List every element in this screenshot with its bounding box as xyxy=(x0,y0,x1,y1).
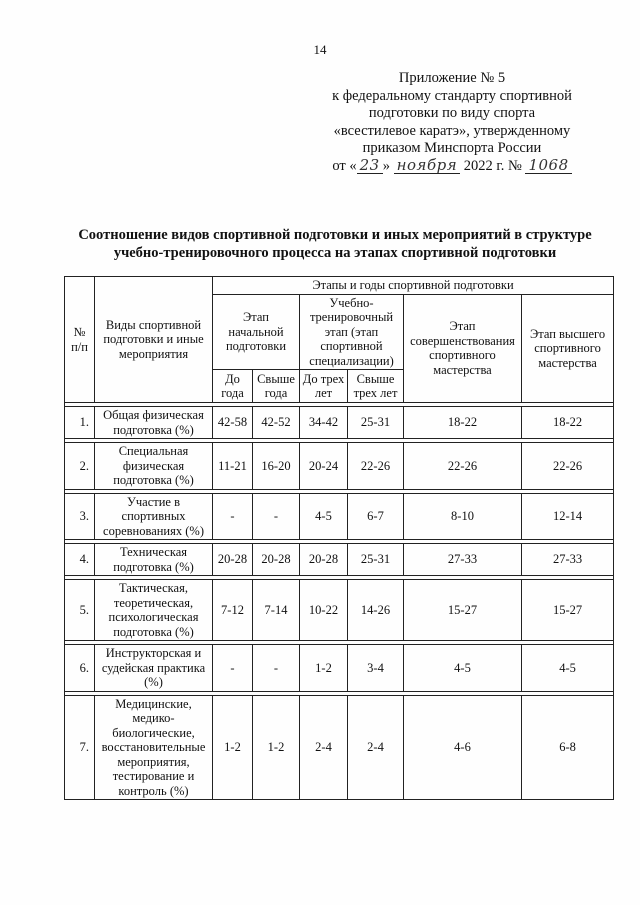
cell: 4-5 xyxy=(404,645,522,692)
table-row xyxy=(65,443,614,490)
cell: 18-22 xyxy=(404,407,522,439)
cell: 42-58 xyxy=(213,407,253,439)
cell: 22-26 xyxy=(348,443,404,490)
cell: 18-22 xyxy=(522,407,614,439)
cell: - xyxy=(253,645,300,692)
row-num: 4. xyxy=(65,544,95,576)
row-name: Инструкторская и судейская практика (%) xyxy=(95,645,213,692)
row-num: 2. xyxy=(65,443,95,490)
appendix-line-2: к федеральному стандарту спортивной xyxy=(332,87,572,104)
cell: 25-31 xyxy=(348,407,404,439)
row-num: 6. xyxy=(65,645,95,692)
date-prefix: от « xyxy=(332,157,357,174)
table-row xyxy=(65,645,614,692)
appendix-date-line xyxy=(302,155,602,176)
cell: 8-10 xyxy=(404,493,522,540)
cell: 14-26 xyxy=(348,580,404,641)
cell: 20-24 xyxy=(300,443,348,490)
cell: 22-26 xyxy=(522,443,614,490)
date-year: 2022 г. № xyxy=(463,157,522,174)
cell: 42-52 xyxy=(253,407,300,439)
cell: 1-2 xyxy=(213,695,253,800)
cell: 25-31 xyxy=(348,544,404,576)
cell: 3-4 xyxy=(348,645,404,692)
appendix-line-4: «всестилевое каратэ», утвержденному xyxy=(333,122,571,139)
row-name: Тактическая, теоретическая, психологическая подготовка (%) xyxy=(95,580,213,641)
table-row xyxy=(65,580,614,641)
appendix-line-1: Приложение № 5 xyxy=(398,70,506,86)
cell: 4-5 xyxy=(522,645,614,692)
header-kinds: Виды спортивной подготовки и иные мероприятия xyxy=(95,277,213,403)
doc-number-handwritten: 1068 xyxy=(525,158,571,174)
cell: 34-42 xyxy=(300,407,348,439)
header-stages: Этапы и годы спортивной подготовки xyxy=(213,277,614,295)
cell: 4-5 xyxy=(300,493,348,540)
header-initial: Этап начальной подготовки xyxy=(213,294,300,370)
row-num: 7. xyxy=(65,695,95,800)
header-training-up-to: До трех лет xyxy=(300,370,348,403)
ratio-table xyxy=(64,276,614,800)
table-row xyxy=(65,407,614,439)
cell: 20-28 xyxy=(300,544,348,576)
header-highest: Этап высшего спортивного мастерства xyxy=(522,294,614,403)
cell: 11-21 xyxy=(213,443,253,490)
cell: 16-20 xyxy=(253,443,300,490)
header-initial-up-to: До года xyxy=(213,370,253,403)
cell: 15-27 xyxy=(522,580,614,641)
cell: 27-33 xyxy=(404,544,522,576)
table-row xyxy=(65,544,614,576)
table-row xyxy=(65,493,614,540)
cell: - xyxy=(213,645,253,692)
cell: 6-7 xyxy=(348,493,404,540)
cell: 4-6 xyxy=(404,695,522,800)
table-row xyxy=(65,695,614,800)
row-name: Специальная физическая подготовка (%) xyxy=(95,443,213,490)
header-improvement: Этап совершенствования спортивного мастерства xyxy=(404,294,522,403)
cell: 22-26 xyxy=(404,443,522,490)
cell: - xyxy=(213,493,253,540)
cell: 2-4 xyxy=(300,695,348,800)
title-line-2: учебно-тренировочного процесса на этапах спортивной подготовки xyxy=(113,245,557,261)
date-day-handwritten: 23 xyxy=(357,158,383,174)
row-num: 5. xyxy=(65,580,95,641)
date-month-handwritten: ноября xyxy=(394,158,461,174)
row-name: Техническая подготовка (%) xyxy=(95,544,213,576)
header-training-over: Свыше трех лет xyxy=(348,370,404,403)
header-initial-over: Свыше года xyxy=(253,370,300,403)
row-num: 3. xyxy=(65,493,95,540)
cell: - xyxy=(253,493,300,540)
date-mid: » xyxy=(382,157,390,174)
appendix-line-5: приказом Минспорта России xyxy=(362,140,542,156)
header-training: Учебно-тренировочный этап (этап спортивной специализации) xyxy=(300,294,404,370)
cell: 7-12 xyxy=(213,580,253,641)
cell: 1-2 xyxy=(300,645,348,692)
cell: 27-33 xyxy=(522,544,614,576)
cell: 20-28 xyxy=(213,544,253,576)
row-name: Общая физическая подготовка (%) xyxy=(95,407,213,439)
row-num: 1. xyxy=(65,407,95,439)
header-row-1 xyxy=(65,277,614,295)
cell: 12-14 xyxy=(522,493,614,540)
cell: 7-14 xyxy=(253,580,300,641)
cell: 2-4 xyxy=(348,695,404,800)
cell: 15-27 xyxy=(404,580,522,641)
title-line-1: Соотношение видов спортивной подготовки и иных мероприятий в структуре xyxy=(78,227,592,243)
appendix-line-3: подготовки по виду спорта xyxy=(368,105,536,121)
row-name: Медицинские, медико-биологические, восстановительные мероприятия, тестирование и контроль (%) xyxy=(95,695,213,800)
cell: 10-22 xyxy=(300,580,348,641)
page-number: 14 xyxy=(313,42,327,57)
cell: 1-2 xyxy=(253,695,300,800)
cell: 6-8 xyxy=(522,695,614,800)
document-title xyxy=(60,226,610,262)
appendix-block xyxy=(302,70,602,175)
header-num: № п/п xyxy=(65,277,95,403)
row-name: Участие в спортивных соревнованиях (%) xyxy=(95,493,213,540)
cell: 20-28 xyxy=(253,544,300,576)
